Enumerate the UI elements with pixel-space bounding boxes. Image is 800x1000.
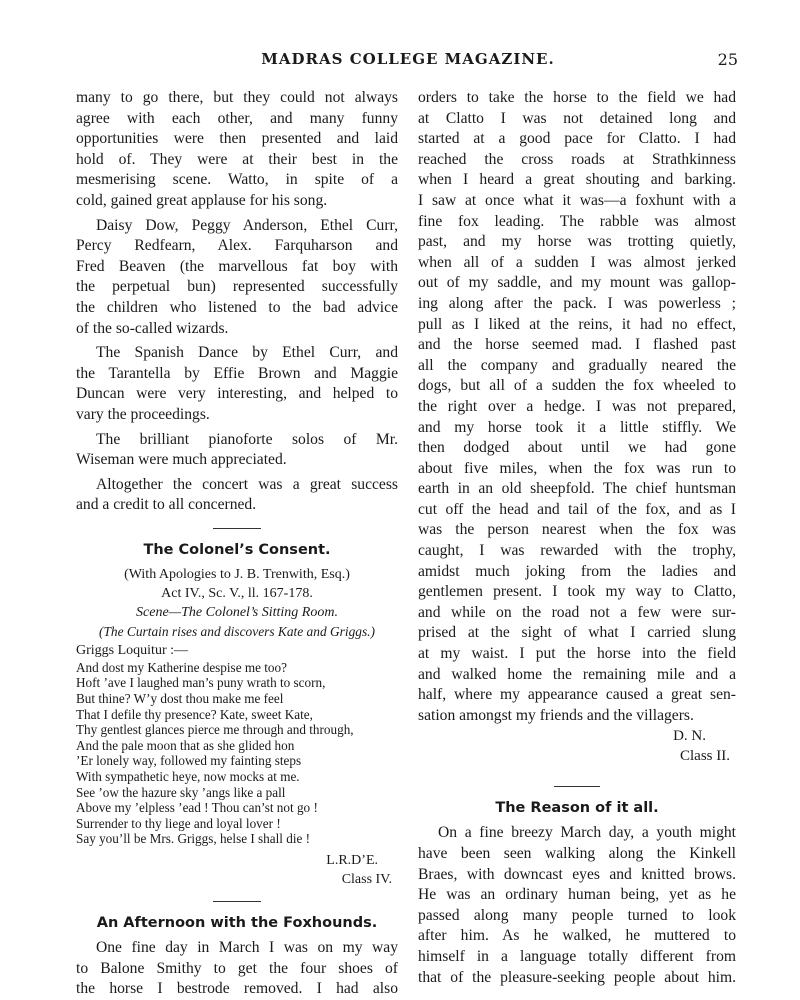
author-signature: L.R.D’E.	[326, 853, 378, 868]
text-line: amidst much joking from the ladies and	[418, 562, 736, 580]
text-line: and walked home the remaining mile and a	[418, 665, 736, 683]
text-line: pull as I liked at the reins, it had no effect,	[418, 315, 736, 333]
apology-line: (With Apologies to J. B. Trenwith, Esq.)	[124, 566, 350, 582]
paragraph	[76, 216, 398, 340]
text-line: earth in an old sheepfold. The chief huntsman	[418, 480, 736, 498]
text-line: of the so-called wizards.	[76, 319, 229, 337]
text-line: He was an ordinary human being, yet as he	[418, 886, 736, 904]
author-signature: D. N.	[673, 728, 706, 745]
text-line: reached the cross roads at Strathkinness	[418, 150, 736, 168]
text-line: half, where my appearance caused a great sen-	[418, 686, 736, 704]
text-line: all the company and gradually neared the	[418, 356, 736, 374]
text-line: have been seen walking along the Kinkell	[418, 845, 736, 862]
section-heading: The Reason of it all.	[495, 800, 659, 817]
text-line: orders to take the horse to the field we had	[418, 89, 736, 106]
text-line: and a credit to all concerned.	[76, 496, 257, 514]
text-line: the children who listened to the bad advice	[76, 298, 398, 316]
text-line: I saw at once what it was—a foxhunt with a	[418, 191, 736, 209]
author-class: Class IV.	[341, 872, 392, 887]
section-heading: An Afternoon with the Foxhounds.	[96, 915, 378, 931]
text-line: at Clatto I was not detained long and	[418, 109, 736, 127]
text-line: The Spanish Dance by Ethel Curr, and	[96, 344, 398, 362]
text-line: when all of a sudden I was almost jerked	[418, 253, 736, 271]
text-line: when I heard a great shouting and barking.	[418, 171, 736, 189]
text-line: Wiseman were much appreciated.	[76, 451, 287, 469]
poem-line: ’Er lonely way, followed my fainting steps	[76, 753, 302, 769]
text-line: and while on the road not a few were sur-	[418, 603, 736, 621]
text-line: the horse I bestrode removed. I had also	[76, 980, 398, 998]
poem-line: That I defile thy presence? Kate, sweet Kate,	[76, 706, 313, 722]
section-heading: The Colonel’s Consent.	[143, 541, 331, 558]
text-line: the perpetual bun) represented successfully	[76, 278, 398, 296]
section-divider	[213, 901, 261, 902]
page-number: 25	[717, 50, 738, 69]
text-line: the right over a hedge. I was not prepared,	[418, 397, 736, 415]
scene-line: Scene—The Colonel’s Sitting Room.	[136, 604, 338, 620]
text-line: dogs, but all of a sudden the fox wheeled to	[418, 377, 736, 395]
poem-line: And dost my Katherine despise me too?	[76, 659, 287, 675]
text-line: agree with each other, and many funny	[76, 109, 398, 127]
text-line: Duncan were very interesting, and helped to	[76, 385, 398, 403]
poem-line: See ’ow the hazure sky ’angs like a pall	[76, 784, 286, 800]
text-line: On a fine breezy March day, a youth might	[438, 824, 736, 842]
poem	[76, 660, 398, 847]
text-line: passed along many people turned to look	[418, 906, 736, 924]
text-line: then dodged about until we had gone	[418, 439, 736, 457]
paragraph	[76, 343, 398, 425]
paragraph	[418, 88, 736, 726]
paragraph	[76, 475, 398, 516]
text-line: that of the pleasure-seeking people about him.	[418, 968, 736, 986]
text-line: Fred Beaven (the marvellous fat boy with	[76, 257, 398, 275]
magazine-title: MADRAS COLLEGE MAGAZINE.	[261, 50, 555, 68]
poem-line: Hoft ’ave I laughed man’s puny wrath to scorn,	[76, 675, 326, 691]
poem-line: Thy gentlest glances pierce me through and through,	[76, 722, 354, 738]
text-line: Braes, with downcast eyes and knitted brows.	[418, 865, 736, 883]
paragraph	[76, 88, 398, 212]
page-header	[76, 50, 740, 74]
paragraph	[76, 938, 398, 1000]
right-column	[418, 88, 736, 988]
text-line: was the person nearest when the fox was	[418, 521, 736, 539]
text-line: the Tarantella by Effie Brown and Maggie	[76, 364, 398, 382]
text-line: One fine day in March I was on my way	[96, 939, 398, 956]
poem-line: And the pale moon that as she glided hon	[76, 737, 295, 753]
author-class: Class II.	[680, 748, 730, 765]
text-line: opportunities were then presented and laid	[76, 130, 398, 148]
text-line: sation amongst my friends and the villagers.	[418, 706, 694, 724]
poem-line: With sympathetic heye, now mocks at me.	[76, 769, 300, 785]
text-line: mesmerising scene. Watto, in spite of a	[76, 171, 398, 189]
text-line: Daisy Dow, Peggy Anderson, Ethel Curr,	[96, 216, 398, 234]
paragraph	[418, 823, 736, 988]
text-line: hold of. They were at their best in the	[76, 150, 398, 168]
text-line: gentlemen present. I took my way to Clatto,	[418, 583, 736, 601]
text-line: after him. As he walked, he muttered to	[418, 927, 736, 945]
text-line: vary the proceedings.	[76, 405, 210, 423]
text-line: started at a good pace for Clatto. I had	[418, 130, 736, 148]
text-line: The brilliant pianoforte solos of Mr.	[96, 430, 398, 448]
text-line: to Balone Smithy to get the four shoes of	[76, 959, 398, 977]
act-line: Act IV., Sc. V., ll. 167-178.	[161, 585, 313, 601]
left-column	[76, 88, 398, 1000]
text-line: caught, I was rewarded with the trophy,	[418, 542, 736, 560]
poem-line: Above my ’elpless ’ead ! Thou can’st not go !	[76, 800, 318, 816]
text-line: prised at the sight of what I carried slung	[418, 624, 736, 642]
text-line: fine fox leading. The rabble was almost	[418, 212, 736, 230]
paragraph	[76, 430, 398, 471]
text-line: about five miles, when the fox was run to	[418, 459, 736, 477]
text-line: cut off the head and tail of the fox, and as I	[418, 500, 736, 518]
text-line: cold, gained great applause for his song.	[76, 191, 328, 209]
poem-line: Say you’ll be Mrs. Griggs, helse I shall die !	[76, 831, 311, 847]
text-line: past, and my horse was trotting quietly,	[418, 233, 736, 251]
stage-direction: (The Curtain rises and discovers Kate and Griggs.)	[99, 623, 375, 639]
text-line: himself in a language totally different from	[418, 947, 736, 965]
text-line: and my horse took it a little stiffly. We	[418, 418, 736, 436]
speaker-line: Griggs Loquitur :—	[76, 642, 188, 658]
text-line: out of my saddle, and my mount was gallop-	[418, 274, 736, 292]
section-divider	[554, 786, 600, 787]
section-divider	[213, 528, 261, 529]
text-line: Altogether the concert was a great success	[96, 475, 398, 493]
poem-line: Surrender to thy liege and loyal lover !	[76, 815, 281, 831]
text-line: Percy Redfearn, Alex. Farquharson and	[76, 237, 398, 255]
poem-line: But thine? W’y dost thou make me feel	[76, 691, 284, 707]
text-line: ing along after the pack. I was powerless ;	[418, 294, 736, 312]
text-line: at my waist. I put the horse into the field	[418, 645, 736, 663]
text-line: and the horse seemed mad. I flashed past	[418, 336, 736, 354]
text-line: many to go there, but they could not always	[76, 89, 398, 106]
